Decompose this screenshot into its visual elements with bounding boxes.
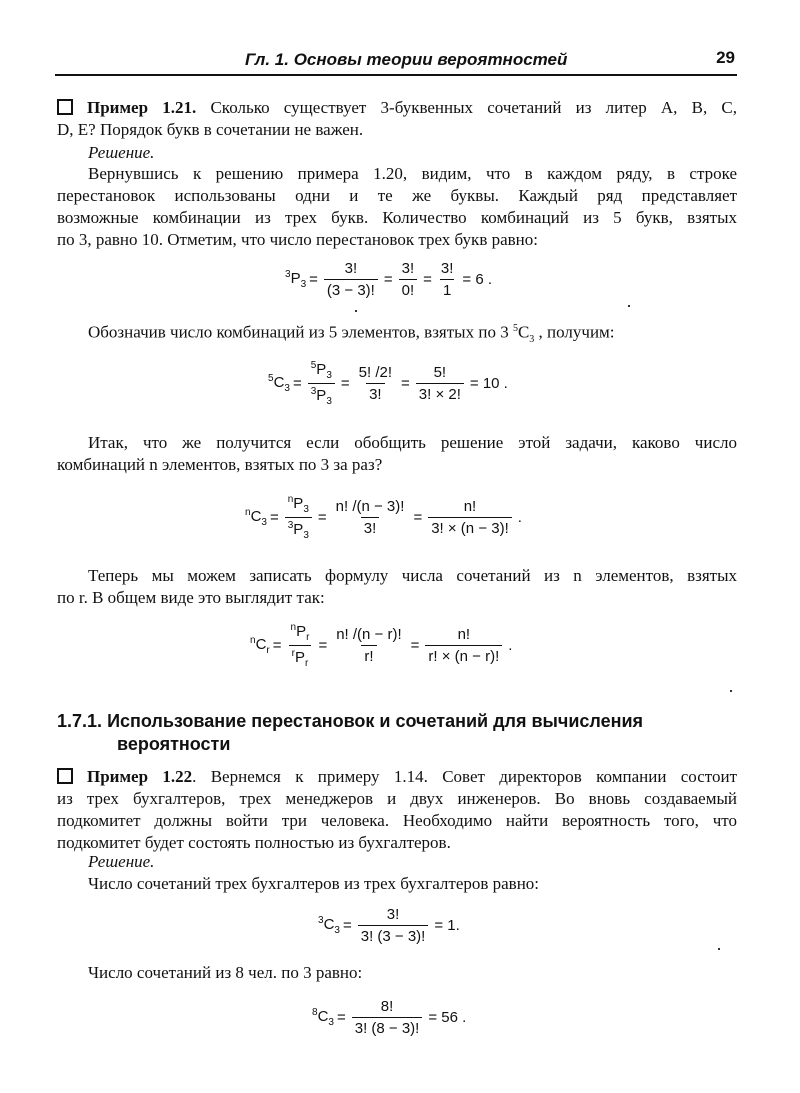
example-1-22-text: Пример 1.22. Вернемся к примеру 1.14. Совет директоров компании состоит из трех бухгалтеров, трех менеджеров и двух инженеров. Во вновь создаваемый подкомитет должны войти три человека. Необходимо найти вероятность того, что подкомитет будет состоять полностью из бухгалтеров.	[57, 767, 737, 852]
general-formula-text: Теперь мы можем записать формулу числа сочетаний из n элементов, взятых по r. В общем виде это выглядит так:	[57, 566, 737, 607]
section-number: 1.7.1.	[57, 711, 103, 731]
solution-label: Решение.	[88, 852, 155, 871]
section-heading: 1.7.1. Использование перестановок и сочетаний для вычисления вероятности	[57, 711, 644, 754]
formula-combinations-n-r: $^nC_r$ = $\frac{^nP_r}{^rP_r}$ = $\frac{n! /(n - r)!}{r!}$ = $\frac{n!}{r! \times (n - r)!}$ .	[250, 622, 513, 669]
checkbox-square-icon	[57, 768, 73, 784]
formula-permutations-3: $^3P_3$ = $\frac{3!}{(3 - 3)!}$ = $\frac{3!}{0!}$ = $\frac{3!}{1}$ = 6 .	[285, 260, 493, 299]
fraction: $\frac{^5P_3}{^3P_3}$	[308, 360, 335, 407]
fraction: $\frac{3!}{1}$	[440, 260, 454, 299]
formula-combinations-5-3: $^5C_3$ = $\frac{^5P_3}{^3P_3}$ = $\frac{5! /2!}{3!}$ = $\frac{5!}{3! \times 2!}$ = 10 .	[268, 360, 508, 407]
generalize-text: Итак, что же получится если обобщить решение этой задачи, каково число комбинаций n элементов, взятых по 3 за раз?	[57, 433, 737, 474]
formula-total: $^8C_3$ = $\frac{8!}{3! (8 - 3)!}$ = 56 .	[312, 998, 467, 1037]
text-line: возможные комбинации из трех букв. Количество комбинаций из 5 букв, взятых	[57, 208, 737, 227]
checkbox-square-icon	[57, 99, 73, 115]
accountants-line: Число сочетаний трех бухгалтеров из трех бухгалтеров равно:	[88, 874, 540, 893]
example-label: Пример 1.22	[87, 767, 193, 786]
page-header	[55, 48, 737, 76]
formula-accountants: $^3C_3$ = $\frac{3!}{3! (3 - 3)!}$ = 1.	[318, 906, 460, 945]
total-line: Число сочетаний из 8 чел. по 3 равно:	[88, 963, 363, 982]
text-line: Вернувшись к решению примера 1.20, видим, что в каждом ряду, в строке	[88, 164, 737, 183]
fraction: $\frac{3!}{(3 - 3)!}$	[324, 260, 378, 299]
example-label: Пример 1.21.	[87, 98, 197, 117]
running-title: Гл. 1. Основы теории вероятностей	[245, 50, 568, 69]
text-line: перестановок использованы одни и те же буквы. Каждый ряд представляет	[57, 186, 737, 205]
question-line: Сколько существует 3-буквенных сочетаний из литер A, B, C,	[210, 98, 737, 117]
formula-lhs: $^3P_3$	[285, 269, 307, 290]
section-title: Использование перестановок и сочетаний для вычисления	[107, 711, 644, 731]
example-1-21-text	[57, 163, 737, 251]
fraction: $\frac{5!}{3! \times 2!}$	[416, 364, 464, 403]
question-line: D, E? Порядок букв в сочетании не важен.	[57, 120, 364, 139]
page-number: 29	[716, 48, 735, 67]
formula-combinations-n-3: $^nC_3$ = $\frac{^nP_3}{^3P_3}$ = $\frac{n! /(n - 3)!}{3!}$ = $\frac{n!}{3! \times (n - 3)!}$ .	[245, 494, 522, 541]
fraction: $\frac{5! /2!}{3!}$	[358, 364, 392, 403]
solution-label: Решение.	[88, 143, 155, 162]
fraction: $\frac{3!}{0!}$	[399, 260, 418, 299]
example-1-21-question	[57, 97, 737, 141]
text-line: по 3, равно 10. Отметим, что число перестановок трех букв равно:	[57, 230, 538, 249]
combinations-intro: Обозначив число комбинаций из 5 элементов, взятых по 3 $^5C_3$ , получим:	[88, 322, 615, 346]
